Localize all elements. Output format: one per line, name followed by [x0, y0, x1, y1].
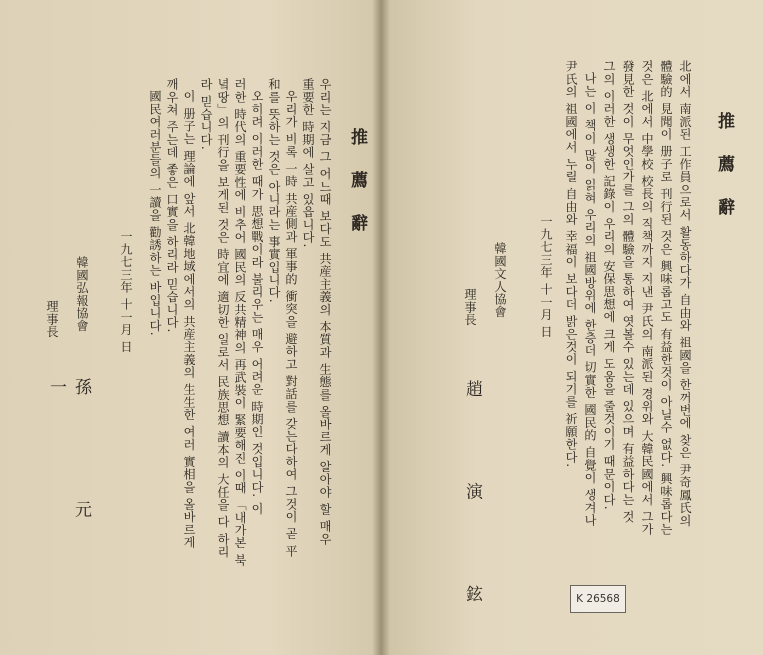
- left-line-9: 이 册子는 理論에 앞서 北韓地域에서의 共産主義의 生生한 여러 實相을 올바르게: [182, 90, 196, 549]
- left-line-3: 우리가 비록 一時 共産側과 軍事的 衝突을 避하고 對話를 갖는다하여 그것이 곧 平: [284, 90, 298, 558]
- right-line-2: 體驗的 見聞이 册子로 刊行된 것은 興味롭고도 有益한것이 아닐수 없다. 興味롭다는: [659, 60, 673, 536]
- right-org: 韓國文人協會: [493, 242, 507, 319]
- left-signatory-name: 孫 元 一: [46, 378, 91, 568]
- catalog-stamp: K 26568: [570, 585, 626, 613]
- right-line-4: 發見한 것이 무엇인가를 그의 體驗을 통하여 엿볼수 있는데 있으며 有益하다는 것: [621, 60, 635, 523]
- left-line-6: 러한 時代의 重要性에 비추어 國民의 反共精神의 再武裝이 緊要해진 이때 「내가본 북: [233, 78, 247, 567]
- left-role: 理事長: [45, 300, 59, 339]
- left-line-8: 라 믿습니다.: [199, 78, 213, 151]
- left-org: 韓國弘報協會: [75, 256, 89, 333]
- left-line-10: 깨우쳐 주는데 좋은 口實을 하리라 믿습니다.: [165, 78, 179, 333]
- right-date: 一九七三年 十一月 日: [539, 215, 553, 339]
- left-line-7: 녘땅」의 刊行을 보게된 것은 時宜에 適切한 일로서 民族思想 讀本의 大任을 다 하리: [216, 78, 230, 558]
- left-title: 推薦辭: [347, 128, 367, 257]
- right-line-1: 北에서 南派된 工作員으로서 활동하다가 自由와 祖國을 한꺼번에 찾은 尹奇鳳氏의: [678, 60, 692, 527]
- right-line-5: 그의 이러한 생생한 記錄이 우리의 安保思想에 크게 도움을 줄것이기 때문이다.: [602, 60, 616, 511]
- left-line-1: 우리는 지금 그 어느때 보다도 共産主義의 本質과 生態를 올바르게 알아야 할 매우: [318, 78, 332, 546]
- left-line-11: 國民여러분들의 一讀을 勸誘하는 바입니다.: [148, 90, 162, 337]
- right-line-6: 나는 이 책이 많이 읽혀 우리의 祖國방위에 한층더 切實한 國民的 自覺이 생겨나: [583, 72, 597, 527]
- left-line-2: 重要한 時期에 살고 있읍니다.: [301, 78, 315, 248]
- right-line-3: 것은 北에서 中學校 校長의 직책까지 지낸 尹氏의 南派된 경위와 大韓民國에서 그가: [640, 60, 654, 536]
- book-gutter: [372, 0, 390, 655]
- right-line-7: 尹氏의 祖國에서 누릴 自由와 幸福이 보다더 밝은것이 되기를 祈願한다.: [564, 60, 578, 468]
- left-date: 一九七三年 十一月 日: [119, 230, 133, 354]
- right-signatory-name: 趙 演 鉉: [462, 380, 482, 642]
- right-role: 理事長: [463, 288, 477, 327]
- left-line-5: 오히려 이러한 때가 思想戰이라 불리우는 매우 어려운 時期인 것입니다. 이: [250, 90, 264, 515]
- left-line-4: 和를 뜻하는 것은 아니라는 事實입니다.: [267, 78, 281, 304]
- right-title: 推薦辭: [714, 112, 734, 241]
